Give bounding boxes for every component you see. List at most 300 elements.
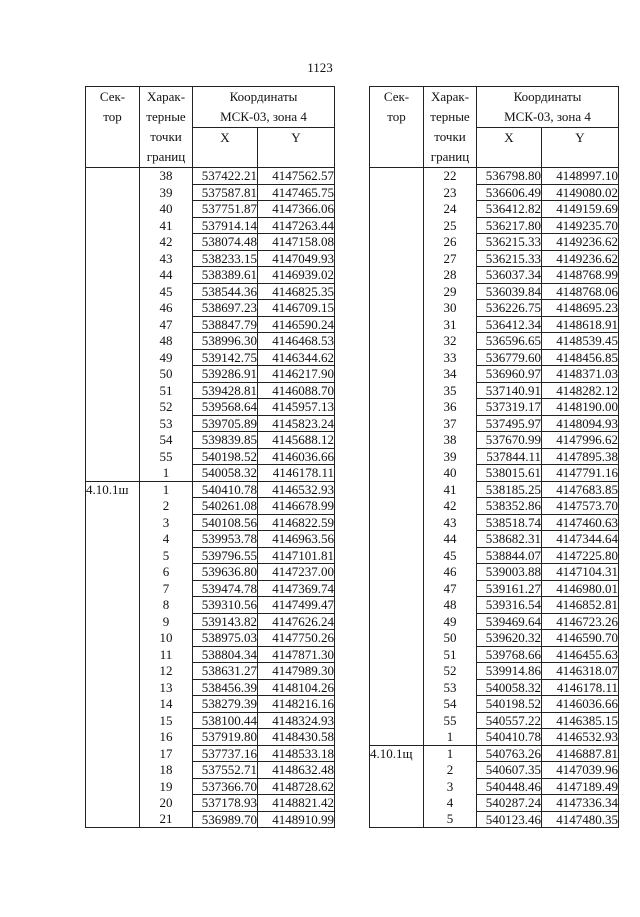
point-cell: 28: [424, 267, 477, 284]
table-row: [86, 580, 335, 597]
sector-cell: [370, 366, 424, 383]
point-cell: 45: [140, 283, 193, 300]
x-cell: 537422.21: [193, 168, 258, 185]
sector-cell: [370, 481, 424, 498]
point-cell: 48: [424, 597, 477, 614]
sector-cell: [86, 795, 140, 812]
x-cell: 538074.48: [193, 234, 258, 251]
y-cell: 4149080.02: [542, 184, 619, 201]
x-cell: 539428.81: [193, 382, 258, 399]
y-cell: 4147366.06: [258, 201, 335, 218]
point-cell: 35: [424, 382, 477, 399]
y-cell: 4148910.99: [258, 811, 335, 828]
x-cell: 540410.78: [193, 481, 258, 498]
y-cell: 4147626.24: [258, 613, 335, 630]
header-coordinates: Координаты МСК-03, зона 4: [193, 87, 335, 128]
sector-cell: [370, 448, 424, 465]
y-cell: 4148618.91: [542, 316, 619, 333]
sector-cell: [86, 333, 140, 350]
table-row: [370, 201, 619, 218]
x-cell: 538185.25: [477, 481, 542, 498]
point-cell: 41: [424, 481, 477, 498]
y-cell: 4148324.93: [258, 712, 335, 729]
y-cell: 4147336.34: [542, 795, 619, 812]
sector-cell: [370, 201, 424, 218]
point-cell: 45: [424, 547, 477, 564]
point-cell: 55: [424, 712, 477, 729]
sector-cell: [86, 531, 140, 548]
point-cell: 32: [424, 333, 477, 350]
sector-cell: [370, 432, 424, 449]
point-cell: 8: [140, 597, 193, 614]
sector-cell: [370, 580, 424, 597]
sector-cell: [86, 349, 140, 366]
sector-cell: [370, 382, 424, 399]
table-row: [86, 382, 335, 399]
point-cell: 12: [140, 663, 193, 680]
table-row: [370, 597, 619, 614]
point-cell: 23: [424, 184, 477, 201]
table-row: [370, 465, 619, 482]
point-cell: 49: [424, 613, 477, 630]
point-cell: 14: [140, 696, 193, 713]
point-cell: 54: [140, 432, 193, 449]
table-row: [86, 762, 335, 779]
sector-cell: [86, 597, 140, 614]
point-cell: 51: [424, 646, 477, 663]
y-cell: 4146178.11: [258, 465, 335, 482]
sector-cell: 4.10.1ш: [86, 481, 140, 498]
point-cell: 1: [424, 729, 477, 746]
sector-cell: [370, 646, 424, 663]
x-cell: 536412.34: [477, 316, 542, 333]
x-cell: 538456.39: [193, 679, 258, 696]
point-cell: 6: [140, 564, 193, 581]
sector-cell: [370, 811, 424, 828]
table-row: [370, 432, 619, 449]
sector-cell: [86, 267, 140, 284]
y-cell: 4146532.93: [542, 729, 619, 746]
point-cell: 29: [424, 283, 477, 300]
x-cell: 538279.39: [193, 696, 258, 713]
x-cell: 536596.65: [477, 333, 542, 350]
sector-cell: [370, 415, 424, 432]
table-row: [370, 234, 619, 251]
sector-cell: [370, 679, 424, 696]
point-cell: 19: [140, 778, 193, 795]
y-cell: 4147237.00: [258, 564, 335, 581]
sector-cell: [86, 811, 140, 828]
y-cell: 4147369.74: [258, 580, 335, 597]
y-cell: 4147263.44: [258, 217, 335, 234]
sector-cell: [370, 663, 424, 680]
table-row: [86, 811, 335, 828]
x-cell: 537495.97: [477, 415, 542, 432]
x-cell: 540261.08: [193, 498, 258, 515]
sector-cell: [370, 531, 424, 548]
point-cell: 51: [140, 382, 193, 399]
table-row: [86, 399, 335, 416]
point-cell: 46: [140, 300, 193, 317]
y-cell: 4146852.81: [542, 597, 619, 614]
table-row: [86, 564, 335, 581]
point-cell: 39: [424, 448, 477, 465]
point-cell: 31: [424, 316, 477, 333]
point-cell: 2: [424, 762, 477, 779]
header-x: X: [193, 128, 258, 168]
y-cell: 4146455.63: [542, 646, 619, 663]
point-cell: 50: [140, 366, 193, 383]
x-cell: 540198.52: [477, 696, 542, 713]
table-row: [86, 250, 335, 267]
x-cell: 539796.55: [193, 547, 258, 564]
table-row: [370, 349, 619, 366]
y-cell: 4147562.57: [258, 168, 335, 185]
table-row: [370, 316, 619, 333]
sector-cell: [370, 300, 424, 317]
y-cell: 4146178.11: [542, 679, 619, 696]
table-row: [86, 696, 335, 713]
sector-cell: [370, 316, 424, 333]
point-cell: 52: [140, 399, 193, 416]
coordinates-table-left: [85, 86, 335, 828]
sector-cell: [86, 630, 140, 647]
y-cell: 4147101.81: [258, 547, 335, 564]
table-row: [86, 531, 335, 548]
table-row: [86, 415, 335, 432]
point-cell: 4: [424, 795, 477, 812]
point-cell: 1: [140, 465, 193, 482]
table-row: [86, 316, 335, 333]
sector-cell: [370, 729, 424, 746]
x-cell: 539143.82: [193, 613, 258, 630]
sector-cell: [86, 250, 140, 267]
x-cell: 539636.80: [193, 564, 258, 581]
y-cell: 4148430.58: [258, 729, 335, 746]
point-cell: 34: [424, 366, 477, 383]
y-cell: 4146723.26: [542, 613, 619, 630]
y-cell: 4148768.06: [542, 283, 619, 300]
y-cell: 4148190.00: [542, 399, 619, 416]
y-cell: 4147039.96: [542, 762, 619, 779]
y-cell: 4146036.66: [258, 448, 335, 465]
sector-cell: [86, 399, 140, 416]
table-row: [370, 613, 619, 630]
point-cell: 55: [140, 448, 193, 465]
table-row: [86, 234, 335, 251]
y-cell: 4146088.70: [258, 382, 335, 399]
table-row: [370, 168, 619, 185]
x-cell: 539286.91: [193, 366, 258, 383]
x-cell: 540198.52: [193, 448, 258, 465]
y-cell: 4147683.85: [542, 481, 619, 498]
header-x: X: [477, 128, 542, 168]
x-cell: 537751.87: [193, 201, 258, 218]
x-cell: 536606.49: [477, 184, 542, 201]
table-row: [370, 663, 619, 680]
x-cell: 539768.66: [477, 646, 542, 663]
point-cell: 20: [140, 795, 193, 812]
x-cell: 540108.56: [193, 514, 258, 531]
table-row: [370, 415, 619, 432]
header-coordinates: Координаты МСК-03, зона 4: [477, 87, 619, 128]
y-cell: 4148094.93: [542, 415, 619, 432]
point-cell: 30: [424, 300, 477, 317]
y-cell: 4146590.24: [258, 316, 335, 333]
table-row: [370, 580, 619, 597]
y-cell: 4147049.93: [258, 250, 335, 267]
x-cell: 536779.60: [477, 349, 542, 366]
table-row: [86, 349, 335, 366]
table-row: [86, 168, 335, 185]
point-cell: 39: [140, 184, 193, 201]
point-cell: 2: [140, 498, 193, 515]
point-cell: 47: [424, 580, 477, 597]
x-cell: 537844.11: [477, 448, 542, 465]
y-cell: 4146532.93: [258, 481, 335, 498]
point-cell: 47: [140, 316, 193, 333]
point-cell: 42: [424, 498, 477, 515]
x-cell: 539839.85: [193, 432, 258, 449]
table-body-left: [86, 168, 335, 828]
x-cell: 539316.54: [477, 597, 542, 614]
point-cell: 41: [140, 217, 193, 234]
table-row: [86, 465, 335, 482]
x-cell: 537366.70: [193, 778, 258, 795]
table-row: [86, 267, 335, 284]
y-cell: 4146385.15: [542, 712, 619, 729]
y-cell: 4147460.63: [542, 514, 619, 531]
sector-cell: [86, 679, 140, 696]
y-cell: 4148997.10: [542, 168, 619, 185]
sector-cell: [370, 234, 424, 251]
sector-cell: [86, 283, 140, 300]
table-row: [370, 267, 619, 284]
x-cell: 538352.86: [477, 498, 542, 515]
sector-cell: [86, 712, 140, 729]
y-cell: 4146825.35: [258, 283, 335, 300]
sector-cell: [370, 564, 424, 581]
y-cell: 4146344.62: [258, 349, 335, 366]
table-row: [370, 712, 619, 729]
point-cell: 40: [140, 201, 193, 218]
sector-cell: [86, 646, 140, 663]
y-cell: 4148632.48: [258, 762, 335, 779]
y-cell: 4145957.13: [258, 399, 335, 416]
point-cell: 10: [140, 630, 193, 647]
sector-cell: [86, 184, 140, 201]
y-cell: 4146963.56: [258, 531, 335, 548]
sector-cell: [370, 399, 424, 416]
x-cell: 537919.80: [193, 729, 258, 746]
table-row: [370, 498, 619, 515]
table-row: [86, 729, 335, 746]
sector-cell: [86, 778, 140, 795]
point-cell: 44: [140, 267, 193, 284]
y-cell: 4147104.31: [542, 564, 619, 581]
table-row: [86, 745, 335, 762]
point-cell: 53: [424, 679, 477, 696]
header-sector: Сек- тор: [86, 87, 140, 168]
table-row: [86, 712, 335, 729]
y-cell: 4146939.02: [258, 267, 335, 284]
coordinates-table-right: [369, 86, 619, 828]
sector-cell: [86, 366, 140, 383]
x-cell: 537914.14: [193, 217, 258, 234]
point-cell: 1: [140, 481, 193, 498]
x-cell: 537587.81: [193, 184, 258, 201]
table-row: [370, 399, 619, 416]
table-row: [370, 795, 619, 812]
x-cell: 536215.33: [477, 234, 542, 251]
x-cell: 537552.71: [193, 762, 258, 779]
y-cell: 4146468.53: [258, 333, 335, 350]
table-row: [86, 795, 335, 812]
table-row: [86, 498, 335, 515]
y-cell: 4147871.30: [258, 646, 335, 663]
x-cell: 540287.24: [477, 795, 542, 812]
table-body-right: [370, 168, 619, 828]
y-cell: 4147225.80: [542, 547, 619, 564]
table-row: [86, 217, 335, 234]
y-cell: 4148282.12: [542, 382, 619, 399]
point-cell: 27: [424, 250, 477, 267]
x-cell: 539953.78: [193, 531, 258, 548]
point-cell: 11: [140, 646, 193, 663]
x-cell: 539161.27: [477, 580, 542, 597]
sector-cell: [86, 201, 140, 218]
x-cell: 538682.31: [477, 531, 542, 548]
y-cell: 4148533.18: [258, 745, 335, 762]
table-row: [370, 481, 619, 498]
table-row: [86, 448, 335, 465]
table-row: [370, 217, 619, 234]
point-cell: 18: [140, 762, 193, 779]
x-cell: 536989.70: [193, 811, 258, 828]
table-row: [370, 762, 619, 779]
table-row: [86, 663, 335, 680]
sector-cell: [86, 415, 140, 432]
table-row: [86, 778, 335, 795]
y-cell: 4147895.38: [542, 448, 619, 465]
y-cell: 4148456.85: [542, 349, 619, 366]
sector-cell: [86, 564, 140, 581]
y-cell: 4146217.90: [258, 366, 335, 383]
sector-cell: [86, 498, 140, 515]
table-row: [370, 811, 619, 828]
point-cell: 3: [140, 514, 193, 531]
point-cell: 5: [424, 811, 477, 828]
x-cell: 538233.15: [193, 250, 258, 267]
x-cell: 536215.33: [477, 250, 542, 267]
table-row: [86, 481, 335, 498]
x-cell: 539310.56: [193, 597, 258, 614]
table-row: [370, 745, 619, 762]
x-cell: 537140.91: [477, 382, 542, 399]
sector-cell: [370, 349, 424, 366]
y-cell: 4146980.01: [542, 580, 619, 597]
sector-cell: [86, 514, 140, 531]
sector-cell: [370, 184, 424, 201]
y-cell: 4147996.62: [542, 432, 619, 449]
sector-cell: [370, 547, 424, 564]
sector-cell: [86, 465, 140, 482]
page-number: 1123: [307, 60, 333, 75]
x-cell: 538847.79: [193, 316, 258, 333]
y-cell: 4145688.12: [258, 432, 335, 449]
point-cell: 7: [140, 580, 193, 597]
x-cell: 538518.74: [477, 514, 542, 531]
sector-cell: [370, 498, 424, 515]
table-row: [370, 564, 619, 581]
sector-cell: [370, 696, 424, 713]
sector-cell: [86, 448, 140, 465]
y-cell: 4148371.03: [542, 366, 619, 383]
point-cell: 22: [424, 168, 477, 185]
point-cell: 49: [140, 349, 193, 366]
table-row: [86, 184, 335, 201]
point-cell: 13: [140, 679, 193, 696]
table-row: [86, 333, 335, 350]
sector-cell: [370, 250, 424, 267]
point-cell: 5: [140, 547, 193, 564]
x-cell: 537737.16: [193, 745, 258, 762]
y-cell: 4147573.70: [542, 498, 619, 515]
y-cell: 4145823.24: [258, 415, 335, 432]
y-cell: 4146709.15: [258, 300, 335, 317]
table-row: [86, 597, 335, 614]
x-cell: 540123.46: [477, 811, 542, 828]
point-cell: 54: [424, 696, 477, 713]
y-cell: 4149236.62: [542, 234, 619, 251]
table-row: [370, 531, 619, 548]
y-cell: 4147499.47: [258, 597, 335, 614]
table-row: [370, 250, 619, 267]
point-cell: 16: [140, 729, 193, 746]
x-cell: 539568.64: [193, 399, 258, 416]
x-cell: 536960.97: [477, 366, 542, 383]
y-cell: 4147158.08: [258, 234, 335, 251]
table-row: [370, 333, 619, 350]
y-cell: 4146822.59: [258, 514, 335, 531]
x-cell: 537319.17: [477, 399, 542, 416]
x-cell: 536039.84: [477, 283, 542, 300]
header-sector: Сек- тор: [370, 87, 424, 168]
sector-cell: [86, 613, 140, 630]
x-cell: 538996.30: [193, 333, 258, 350]
sector-cell: [86, 580, 140, 597]
table-row: [86, 630, 335, 647]
sector-cell: [370, 613, 424, 630]
point-cell: 25: [424, 217, 477, 234]
x-cell: 540448.46: [477, 778, 542, 795]
sector-cell: [370, 465, 424, 482]
y-cell: 4149159.69: [542, 201, 619, 218]
sector-cell: [370, 762, 424, 779]
sector-cell: [86, 217, 140, 234]
point-cell: 21: [140, 811, 193, 828]
sector-cell: [86, 316, 140, 333]
y-cell: 4147189.49: [542, 778, 619, 795]
y-cell: 4148216.16: [258, 696, 335, 713]
x-cell: 538844.07: [477, 547, 542, 564]
table-row: [86, 514, 335, 531]
sector-cell: 4.10.1щ: [370, 745, 424, 762]
point-cell: 50: [424, 630, 477, 647]
table-row: [86, 300, 335, 317]
y-cell: 4148821.42: [258, 795, 335, 812]
point-cell: 38: [424, 432, 477, 449]
